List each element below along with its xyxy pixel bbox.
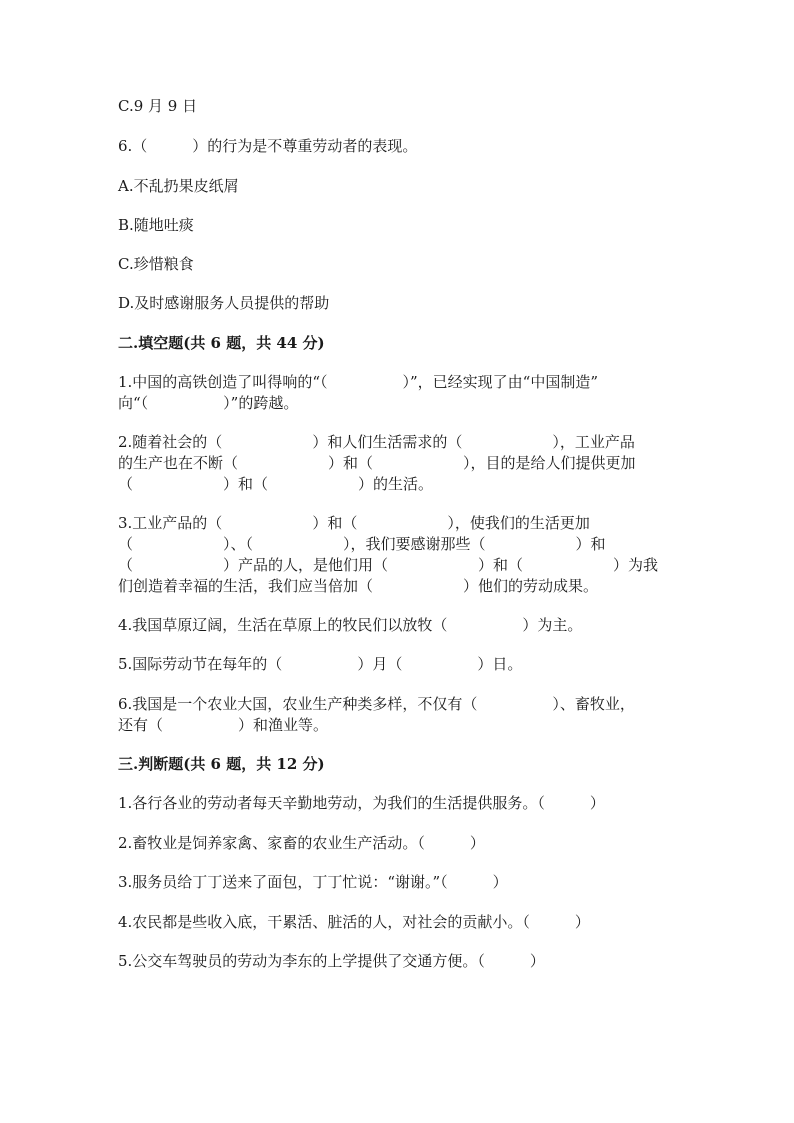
fill-question-3	[118, 513, 678, 597]
fill-q2-line-2: 的生产也在不断（ ）和（ ），目的是给人们提供更加	[118, 454, 636, 472]
judge-question-3: 3.服务员给丁丁送来了面包，丁丁忙说：“谢谢。”（ ）	[118, 873, 508, 891]
fill-question-5: 5.国际劳动节在每年的（ ）月（ ）日。	[118, 655, 523, 673]
q6-question: 6.（ ）的行为是不尊重劳动者的表现。	[118, 137, 418, 155]
q6-option-c: C.珍惜粮食	[118, 255, 194, 273]
judge-question-5: 5.公交车驾驶员的劳动为李东的上学提供了交通方便。（ ）	[118, 952, 545, 970]
fill-q6-line-1: 6.我国是一个农业大国，农业生产种类多样，不仅有（ ）、畜牧业，	[118, 695, 635, 713]
fill-q3-line-2: （ ）、（ ），我们要感谢那些（ ）和	[118, 535, 606, 553]
judge-question-1: 1.各行各业的劳动者每天辛勤地劳动，为我们的生活提供服务。（ ）	[118, 794, 605, 812]
fill-q3-line-1: 3.工业产品的（ ）和（ ），使我们的生活更加	[118, 514, 590, 532]
section-fill-blank-title: 二.填空题(共 6 题，共 44 分)	[118, 334, 325, 352]
fill-q2-line-3: （ ）和（ ）的生活。	[118, 475, 434, 493]
fill-question-1	[118, 372, 678, 414]
q6-option-b: B.随地吐痰	[118, 216, 194, 234]
judge-question-2: 2.畜牧业是饲养家禽、家畜的农业生产活动。（ ）	[118, 834, 485, 852]
fill-question-6	[118, 694, 678, 736]
q5-option-c: C.9 月 9 日	[118, 97, 198, 115]
fill-q2-line-1: 2.随着社会的（ ）和人们生活需求的（ ），工业产品	[118, 433, 635, 451]
fill-q1-line-2: 向“（ ）”的跨越。	[118, 394, 299, 412]
fill-q3-line-3: （ ）产品的人，是他们用（ ）和（ ）为我	[118, 556, 659, 574]
section-true-false-title: 三.判断题(共 6 题，共 12 分)	[118, 755, 325, 773]
fill-question-4: 4.我国草原辽阔，生活在草原上的牧民们以放牧（ ）为主。	[118, 616, 583, 634]
q6-option-a: A.不乱扔果皮纸屑	[118, 177, 239, 195]
fill-q6-line-2: 还有（ ）和渔业等。	[118, 716, 329, 734]
fill-q1-line-1: 1.中国的高铁创造了叫得响的“（ ）”，已经实现了由“中国制造”	[118, 373, 598, 391]
fill-q3-line-4: 们创造着幸福的生活，我们应当倍加（ ）他们的劳动成果。	[118, 577, 599, 595]
fill-question-2	[118, 432, 678, 495]
q6-option-d: D.及时感谢服务人员提供的帮助	[118, 294, 330, 312]
judge-question-4: 4.农民都是些收入底，干累活、脏活的人，对社会的贡献小。（ ）	[118, 913, 590, 931]
